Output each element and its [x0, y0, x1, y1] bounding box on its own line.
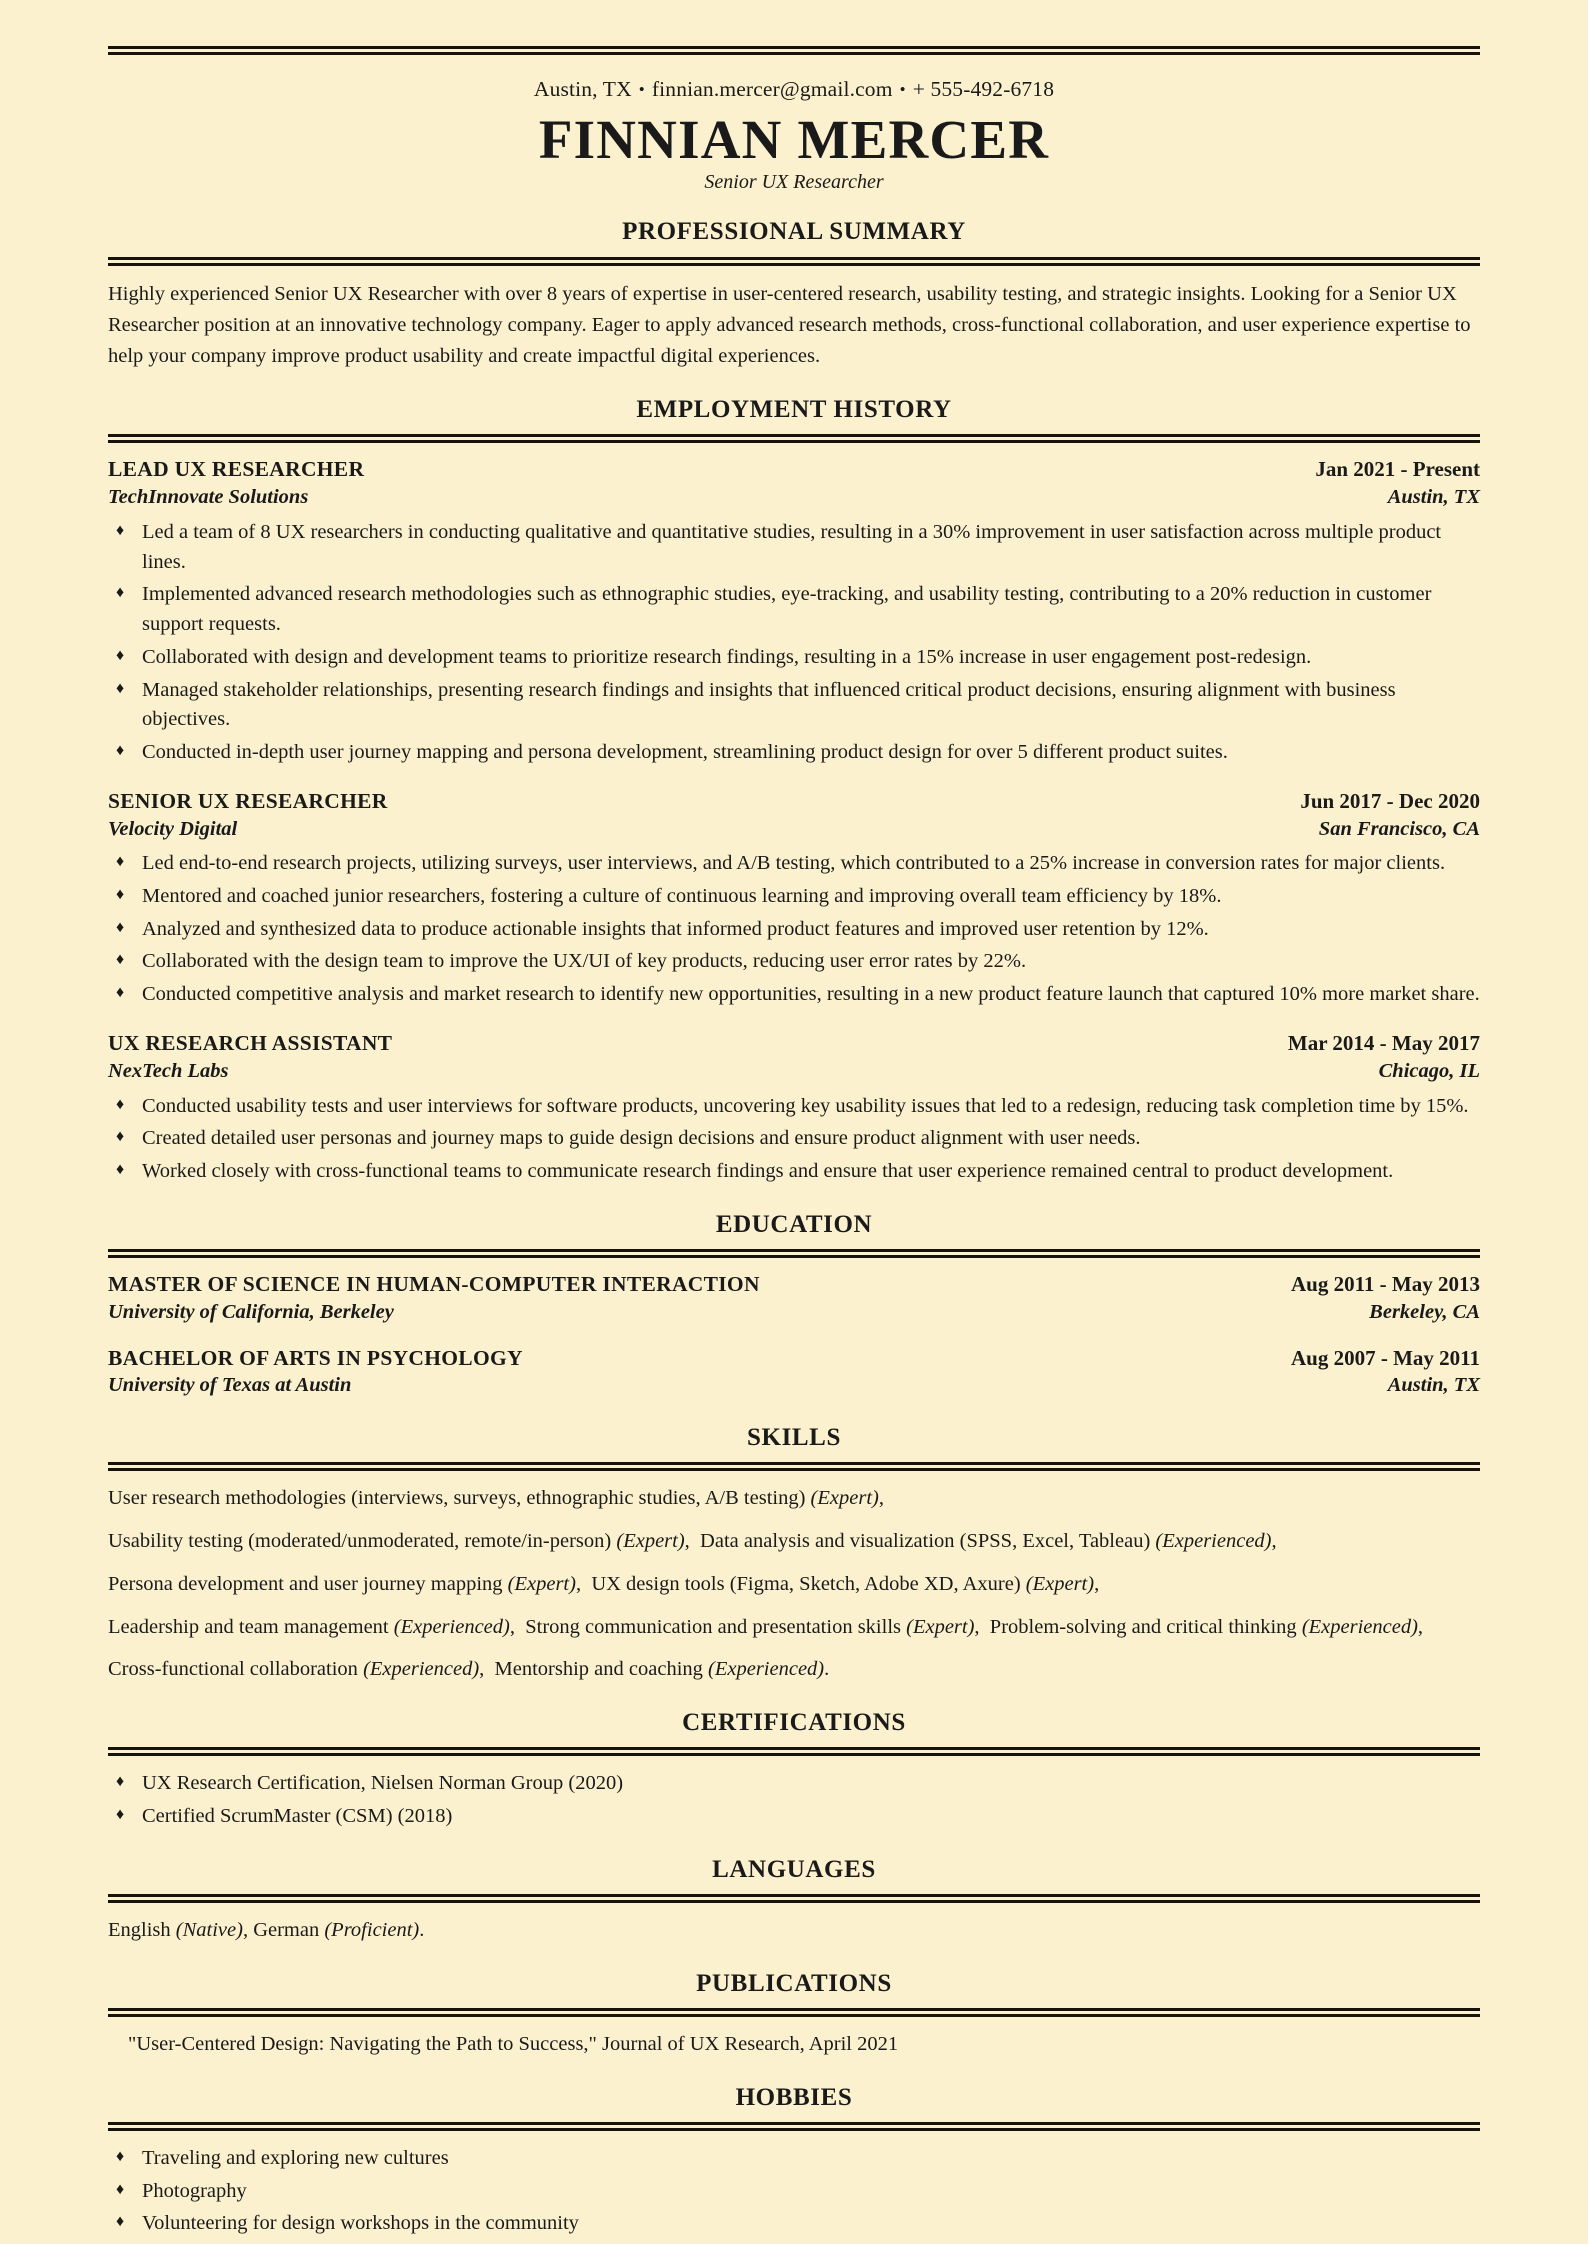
diamond-bullet-icon: ♦ — [116, 521, 125, 539]
diamond-bullet-icon: ♦ — [116, 742, 125, 759]
degree-dates: Aug 2007 - May 2011 — [1291, 1345, 1480, 1370]
diamond-bullet-icon: ♦ — [116, 1095, 125, 1113]
list-item — [108, 882, 1480, 912]
skill-level: (Expert) — [507, 1572, 576, 1595]
skill-separator: , — [878, 1487, 884, 1510]
language-name: English — [108, 1918, 176, 1941]
education-entry — [108, 1345, 1480, 1401]
section-divider — [108, 257, 1480, 266]
section-divider — [108, 2008, 1480, 2017]
language-separator: . — [419, 1918, 425, 1941]
skill-level: (Expert) — [906, 1615, 975, 1638]
job-company: TechInnovate Solutions — [108, 486, 309, 509]
list-item — [108, 1802, 1480, 1832]
list-item-text: Collaborated with the design team to improve the UX/UI of key products, reducing user error rates by 22%. — [142, 950, 1027, 973]
list-item — [108, 1769, 1480, 1799]
list-item — [108, 2209, 1480, 2239]
list-item-text: Certified ScrumMaster (CSM) (2018) — [142, 1804, 453, 1827]
list-item — [108, 580, 1480, 639]
language-level: (Proficient) — [324, 1918, 420, 1941]
list-item-text: Led end-to-end research projects, utilizing surveys, user interviews, and A/B testing, which contributed to a 25% increase in conversion rates for major clients. — [142, 852, 1446, 875]
section-professional-summary — [108, 216, 1480, 372]
degree-dates: Aug 2011 - May 2013 — [1291, 1271, 1480, 1296]
section-title: LANGUAGES — [712, 1855, 876, 1883]
skill-level: (Experienced) — [708, 1658, 825, 1681]
skill-separator: , — [479, 1658, 495, 1681]
entry-row — [108, 1030, 1480, 1058]
section-title: EDUCATION — [715, 1210, 873, 1238]
list-item-text: Implemented advanced research methodologies such as ethnographic studies, eye-tracking, and usability testing, contributing to a 20% reduction in customer support requests. — [142, 583, 1432, 636]
candidate-name: FINNIAN MERCER — [538, 109, 1050, 170]
entry-row — [108, 1058, 1480, 1086]
skill-line — [108, 1570, 1480, 1600]
skill-name: Data analysis and visualization (SPSS, Excel, Tableau) — [700, 1530, 1156, 1553]
list-item — [108, 849, 1480, 879]
contact-separator-icon: • — [638, 80, 645, 99]
section-title: PROFESSIONAL SUMMARY — [622, 218, 966, 246]
list-item-text: Worked closely with cross-functional teams to communicate research findings and ensure that user experience remained central to product development. — [142, 1159, 1394, 1182]
diamond-bullet-icon: ♦ — [116, 2147, 125, 2165]
diamond-bullet-icon: ♦ — [116, 951, 125, 969]
entry-row — [108, 456, 1480, 484]
employment-entry — [108, 788, 1480, 1010]
skill-level: (Experienced) — [393, 1615, 510, 1638]
employment-entry — [108, 456, 1480, 767]
list-item — [108, 1157, 1480, 1187]
candidate-headline: Senior UX Researcher — [704, 171, 884, 194]
list-item-text: Conducted usability tests and user interviews for software products, uncovering key usability issues that led to a redesign, reducing task completion time by 15%. — [142, 1094, 1469, 1117]
publication-item: "User-Centered Design: Navigating the Path to Success," Journal of UX Research, April 2021 — [128, 2032, 899, 2055]
skill-separator: , — [575, 1572, 592, 1595]
skill-separator: , — [1271, 1530, 1277, 1553]
diamond-bullet-icon: ♦ — [116, 1805, 125, 1823]
section-certifications — [108, 1707, 1480, 1832]
skill-separator: , — [974, 1615, 990, 1638]
list-item — [108, 518, 1480, 577]
skill-name: Cross-functional collaboration — [108, 1658, 364, 1681]
contact-line — [108, 77, 1480, 102]
job-bullets — [108, 1092, 1480, 1187]
skill-name: UX design tools (Figma, Sketch, Adobe XD, Axure) — [591, 1572, 1026, 1595]
skill-level: (Experienced) — [1301, 1615, 1418, 1638]
list-item-text: Conducted in-depth user journey mapping and persona development, streamlining product design for over 5 different product suites. — [142, 741, 1228, 763]
job-role: LEAD UX RESEARCHER — [108, 457, 365, 482]
section-divider — [108, 434, 1480, 443]
skill-name: Problem-solving and critical thinking — [989, 1615, 1302, 1638]
skill-line — [108, 1484, 1480, 1514]
degree-name: MASTER OF SCIENCE IN HUMAN-COMPUTER INTERACTION — [108, 1271, 760, 1296]
section-languages — [108, 1854, 1480, 1946]
skill-name: Leadership and team management — [108, 1615, 394, 1638]
skill-separator: , — [1417, 1615, 1424, 1638]
language-separator: , — [242, 1918, 254, 1941]
entry-row — [108, 1372, 1480, 1400]
list-item-text: Traveling and exploring new cultures — [142, 2146, 449, 2169]
summary-text: Highly experienced Senior UX Researcher with over 8 years of expertise in user-centered research, usability testing, and strategic insights. Looking for a Senior UX Researcher position at an innovative technology company. Eager to apply advanced research methods, cross-functional collaboration, and user experience expertise to help your company improve product usability and create impactful digital experiences. — [108, 282, 1471, 367]
skill-separator: . — [824, 1658, 830, 1681]
section-divider — [108, 1747, 1480, 1756]
diamond-bullet-icon: ♦ — [116, 2213, 125, 2231]
diamond-bullet-icon: ♦ — [116, 646, 125, 664]
entry-row — [108, 788, 1480, 816]
employment-list — [108, 456, 1480, 1186]
school-name: University of Texas at Austin — [108, 1374, 352, 1397]
skill-name: Strong communication and presentation skills — [525, 1615, 907, 1638]
skill-level: (Expert) — [1025, 1572, 1095, 1595]
diamond-bullet-icon: ♦ — [116, 886, 125, 904]
skill-level: (Expert) — [810, 1487, 879, 1510]
certifications-list — [108, 1769, 1480, 1831]
skill-line — [108, 1613, 1480, 1643]
section-divider — [108, 1249, 1480, 1258]
list-item-text: Analyzed and synthesized data to produce actionable insights that informed product features and improved user retention by 12%. — [142, 917, 1209, 940]
diamond-bullet-icon: ♦ — [116, 679, 125, 697]
employment-entry — [108, 1030, 1480, 1187]
contact-email: finnian.mercer@gmail.com — [651, 77, 893, 101]
skill-separator: , — [509, 1615, 526, 1638]
list-item — [108, 1124, 1480, 1154]
list-item — [108, 676, 1480, 735]
section-title: EMPLOYMENT HISTORY — [636, 396, 952, 424]
skill-level: (Experienced) — [363, 1658, 480, 1681]
job-location: San Francisco, CA — [1318, 817, 1480, 840]
section-title: CERTIFICATIONS — [682, 1709, 906, 1736]
section-divider — [108, 1894, 1480, 1903]
list-item — [108, 1092, 1480, 1122]
skill-line — [108, 1655, 1480, 1685]
list-item-text: Created detailed user personas and journey maps to guide design decisions and ensure product alignment with user needs. — [142, 1127, 1141, 1150]
list-item — [108, 2144, 1480, 2174]
section-title: PUBLICATIONS — [696, 1969, 892, 1997]
skill-name: Usability testing (moderated/unmoderated, remote/in-person) — [108, 1530, 617, 1553]
list-item — [108, 2177, 1480, 2207]
entry-row — [108, 1299, 1480, 1327]
list-item — [108, 915, 1480, 945]
section-skills — [108, 1422, 1480, 1685]
school-location: Berkeley, CA — [1369, 1300, 1480, 1323]
school-name: University of California, Berkeley — [108, 1300, 394, 1323]
job-role: UX RESEARCH ASSISTANT — [108, 1030, 393, 1055]
section-title: HOBBIES — [735, 2083, 853, 2111]
list-item — [108, 947, 1480, 977]
diamond-bullet-icon: ♦ — [116, 1773, 125, 1791]
section-divider — [108, 2122, 1480, 2131]
job-bullets — [108, 518, 1480, 768]
job-dates: Jun 2017 - Dec 2020 — [1300, 788, 1480, 813]
list-item — [108, 643, 1480, 673]
languages-line — [108, 1916, 1480, 1946]
diamond-bullet-icon: ♦ — [116, 853, 125, 871]
job-dates: Jan 2021 - Present — [1315, 457, 1480, 482]
diamond-bullet-icon: ♦ — [116, 918, 125, 936]
contact-location: Austin, TX — [533, 77, 632, 101]
section-employment-history — [108, 394, 1480, 1187]
skill-level: (Expert) — [616, 1530, 685, 1553]
job-company: NexTech Labs — [108, 1059, 229, 1082]
job-location: Austin, TX — [1387, 486, 1480, 509]
entry-row — [108, 1271, 1480, 1299]
school-location: Austin, TX — [1387, 1374, 1480, 1397]
list-item-text: Led a team of 8 UX researchers in conducting qualitative and quantitative studies, resulting in a 30% improvement in user satisfaction across multiple product lines. — [142, 520, 1442, 573]
section-publications — [108, 1968, 1480, 2060]
skill-name: Persona development and user journey mapping — [108, 1572, 508, 1595]
diamond-bullet-icon: ♦ — [116, 1160, 125, 1178]
list-item — [108, 738, 1480, 768]
language-level: (Native) — [175, 1918, 243, 1941]
section-title: SKILLS — [747, 1424, 841, 1452]
list-item-text: Mentored and coached junior researchers, fostering a culture of continuous learning and improving overall team efficiency by 18%. — [142, 885, 1222, 908]
list-item — [108, 980, 1480, 1010]
list-item-text: Managed stakeholder relationships, presenting research findings and insights that influenced critical product decisions, ensuring alignment with business objectives. — [142, 678, 1396, 731]
list-item-text: UX Research Certification, Nielsen Norman Group (2020) — [142, 1772, 624, 1795]
section-education — [108, 1209, 1480, 1400]
skill-separator: , — [1094, 1572, 1100, 1595]
skill-name: User research methodologies (interviews, surveys, ethnographic studies, A/B testing) — [108, 1487, 811, 1510]
list-item-text: Photography — [142, 2179, 247, 2202]
job-dates: Mar 2014 - May 2017 — [1287, 1030, 1480, 1055]
list-item-text: Collaborated with design and development teams to prioritize research findings, resulting in a 15% increase in user engagement post-redesign. — [142, 645, 1312, 668]
skill-level: (Experienced) — [1155, 1530, 1272, 1553]
job-company: Velocity Digital — [108, 817, 238, 840]
entry-row — [108, 484, 1480, 512]
hobbies-list — [108, 2144, 1480, 2239]
entry-row — [108, 1345, 1480, 1373]
contact-separator-icon: • — [899, 80, 906, 99]
diamond-bullet-icon: ♦ — [116, 584, 125, 602]
skills-list — [108, 1484, 1480, 1685]
diamond-bullet-icon: ♦ — [116, 984, 125, 1002]
education-list — [108, 1271, 1480, 1400]
top-divider — [108, 46, 1480, 55]
publications-list — [108, 2030, 1480, 2060]
diamond-bullet-icon: ♦ — [116, 1128, 125, 1146]
section-hobbies — [108, 2082, 1480, 2239]
list-item-text: Conducted competitive analysis and market research to identify new opportunities, resulting in a new product feature launch that captured 10% more market share. — [142, 983, 1480, 1006]
degree-name: BACHELOR OF ARTS IN PSYCHOLOGY — [108, 1345, 523, 1370]
language-name: German — [253, 1918, 325, 1941]
job-role: SENIOR UX RESEARCHER — [108, 788, 388, 813]
education-entry — [108, 1271, 1480, 1327]
contact-phone: + 555-492-6718 — [912, 77, 1055, 101]
job-location: Chicago, IL — [1378, 1059, 1480, 1082]
skill-separator: , — [684, 1530, 701, 1553]
section-divider — [108, 1462, 1480, 1471]
entry-row — [108, 816, 1480, 844]
job-bullets — [108, 849, 1480, 1010]
list-item-text: Volunteering for design workshops in the community — [142, 2212, 579, 2235]
skill-line — [108, 1527, 1480, 1557]
diamond-bullet-icon: ♦ — [116, 2180, 125, 2198]
skill-name: Mentorship and coaching — [494, 1658, 709, 1681]
